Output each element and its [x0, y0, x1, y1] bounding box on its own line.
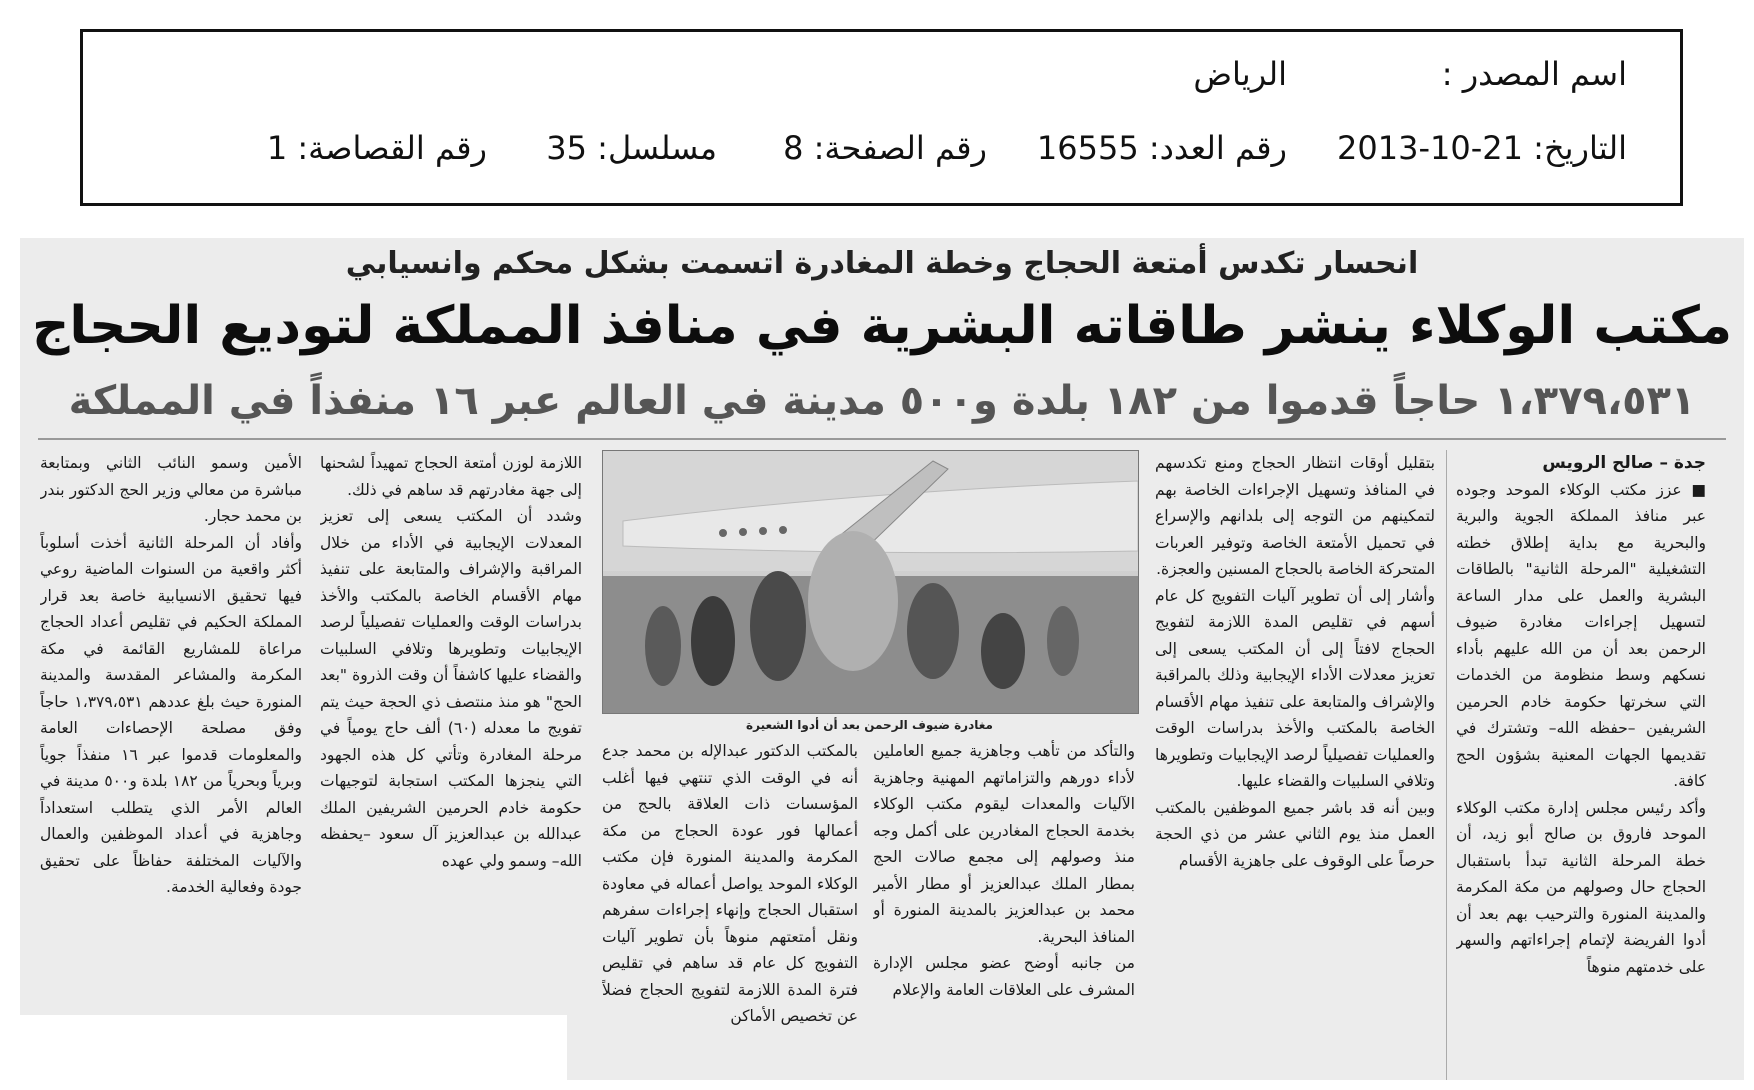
article-kicker: انحسار تكدس أمتعة الحجاج وخطة المغادرة اتسمت بشكل محكم وانسيابي: [345, 246, 1419, 281]
clip-number-field: رقم القصاصة: 1: [266, 129, 487, 167]
column-4-paragraph-1: بالمكتب الدكتور عبدالإله بن محمد جدع أنه في الوقت الذي تنتهي فيها أغلب المؤسسات ذات العلاقة بالحج من أعمالها فور عودة الحجاج من مكة المكرمة والمدينة المنورة فإن مكتب الوكلاء الموحد يواصل أعماله في معاودة استقبال الحجاج وإنهاء إجراءات سفرهم ونقل أمتعتهم منوهاً بأن تطوير آليات التفويج كل عام قد ساهم في تقليص فترة المدة اللازمة لتفويج الحجاج فضلاً عن تخصيص الأماكن: [602, 742, 858, 1025]
column-6-paragraph-1: الأمين وسمو النائب الثاني وبمتابعة مباشرة من معالي وزير الحج الدكتور بندر بن محمد حجار.: [40, 454, 302, 525]
column-6-paragraph-2: وأفاد أن المرحلة الثانية أخذت أسلوباً أكثر واقعية من السنوات الماضية روعي فيها تحقيق الانسيابية خاصة بعد قرار المملكة الحكيم في تقليص أعداد الحجاج مراعاة للمشاريع القائمة في مكة المكرمة والمشاعر المقدسة والمدينة المنورة حيث بلغ عددهم ١،٣٧٩،٥٣١ حاجاً وفق مصلحة الإحصاءات العامة والمعلومات قدموا عبر ١٦ منفذاً جوياً وبرياً وبحرياً من ١٨٢ بلدة و٥٠٠ مدينة في العالم الأمر الذي يتطلب استعداداً وجاهزية في أعداد الموظفين والعمال والآليات المختلفة حفاظاً على تحقيق جودة وفعالية الخدمة.: [40, 533, 302, 896]
column-1-paragraph-2: وأكد رئيس مجلس إدارة مكتب الوكلاء الموحد فاروق بن صالح أبو زيد، أن خطة المرحلة الثانية تبدأ باستقبال الحجاج حال وصولهم من مكة المكرمة والمدينة المنورة والترحيب بهم بعد أن أدوا الفريضة لإتمام إجراءاتهم والسهر على خدمتهم منوهاً: [1456, 798, 1706, 976]
article-column-6: [40, 450, 302, 1015]
photo-caption: مغادرة ضيوف الرحمن بعد أن أدوا الشعيرة: [746, 718, 993, 732]
column-5-paragraph-1: اللازمة لوزن أمتعة الحجاج تمهيداً لشحنها إلى جهة مغادرتهم قد ساهم في ذلك.: [320, 454, 582, 499]
column-1-paragraph-1: ■ عزز مكتب الوكلاء الموحد وجوده عبر منافذ المملكة الجوية والبرية والبحرية مع بداية إطلاق خطته التشغيلية "المرحلة الثانية" بالطاقات البشرية والعمل على مدار الساعة لتسهيل إجراءات مغادرة ضيوف الرحمن بعد أن من الله عليهم بأداء نسكهم وسط منظومة من الخدمات التي سخرتها حكومة خادم الحرمين الشريفين –حفظه الله– وتشترك في تقديمها الجهات المعنية بشؤون الحج كافة.: [1456, 480, 1706, 790]
newspaper-clipping: [20, 238, 1744, 1080]
date-field: التاريخ: 21-10-2013: [1337, 129, 1627, 167]
column-2-paragraph-3: وبين أنه قد باشر جميع الموظفين بالمكتب العمل منذ يوم الثاني عشر من ذي الحجة حرصاً على الوقوف على جاهزية الأقسام: [1155, 798, 1435, 870]
headline-rule: [38, 438, 1726, 440]
source-label: اسم المصدر :: [1441, 55, 1627, 93]
column-separator: [1446, 450, 1447, 1080]
photo-illustration: [603, 451, 1138, 713]
clipping-torn-corner: [20, 1015, 567, 1080]
column-2-paragraph-1: بتقليل أوقات انتظار الحجاج ومنع تكدسهم في المنافذ وتسهيل الإجراءات الخاصة بهم لتمكينهم من التوجه إلى بلدانهم والإسراع في تحميل الأمتعة الخاصة وتوفير العربات المتحركة الخاصة بالحجاج المسنين والعجزة.: [1155, 454, 1435, 578]
clipping-metadata-box: [80, 29, 1683, 206]
column-3-paragraph-1: والتأكد من تأهب وجاهزية جميع العاملين لأداء دورهم والتزاماتهم المهنية وجاهزية الآليات والمعدات ليقوم مكتب الوكلاء بخدمة الحجاج المغادرين على أكمل وجه منذ وصولهم إلى مجمع صالات الحج بمطار الملك عبدالعزيز أو مطار الأمير محمد بن عبدالعزيز بالمدينة المنورة أو المنافذ البحرية.: [873, 742, 1135, 946]
page-number-field: رقم الصفحة: 8: [783, 129, 987, 167]
column-2-paragraph-2: وأشار إلى أن تطوير آليات التفويج كل عام أسهم في تقليص المدة اللازمة لتفويج الحجاج لافتاً إلى أن المكتب يسعى إلى تعزيز معدلات الأداء الإيجابية وذلك بالمراقبة والإشراف والمتابعة على تنفيذ مهام الأقسام الخاصة بالمكتب والأخذ بدراسات الوقت والعمليات تفصيلياً لرصد الإيجابيات وتطويرها وتلافي السلبيات والقضاء عليها.: [1155, 586, 1435, 790]
column-3-paragraph-2: من جانبه أوضح عضو مجلس الإدارة المشرف على العلاقات العامة والإعلام: [873, 954, 1135, 999]
article-headline: مكتب الوكلاء ينشر طاقاته البشرية في منافذ المملكة لتوديع الحجاج: [31, 296, 1733, 356]
article-byline: جدة – صالح الرويس: [1542, 453, 1706, 473]
serial-number-field: مسلسل: 35: [546, 129, 717, 167]
column-5-paragraph-2: وشدد أن المكتب يسعى إلى تعزيز المعدلات الإيجابية في الأداء من خلال المراقبة والإشراف والمتابعة على تنفيذ مهام الأقسام الخاصة بالمكتب والأخذ بدراسات الوقت والعمليات تفصيلياً لرصد الإيجابيات وتطويرها وتلافي السلبيات والقضاء عليها كاشفاً أن وقت الذروة "بعد الحج" هو منذ منتصف ذي الحجة حيث يتم تفويج ما معدله (٦٠) ألف حاج يومياً في مرحلة المغادرة وتأتي كل هذه الجهود التي ينجزها المكتب استجابة لتوجيهات حكومة خادم الحرمين الشريفين الملك عبدالله بن عبدالعزيز آل سعود –يحفظه الله– وسمو ولي عهده: [320, 507, 582, 870]
article-column-3: [873, 738, 1135, 1080]
issue-number-field: رقم العدد: 16555: [1036, 129, 1287, 167]
article-column-2: [1155, 450, 1435, 1080]
article-column-1: [1456, 450, 1706, 1080]
article-subhead: ١،٣٧٩،٥٣١ حاجاً قدموا من ١٨٢ بلدة و٥٠٠ مدينة في العالم عبر ١٦ منفذاً في المملكة: [68, 378, 1696, 424]
airport-departure-photo: [602, 450, 1139, 714]
article-column-5: [320, 450, 582, 1015]
article-column-4: [602, 738, 858, 1080]
source-value: الرياض: [1193, 55, 1287, 93]
